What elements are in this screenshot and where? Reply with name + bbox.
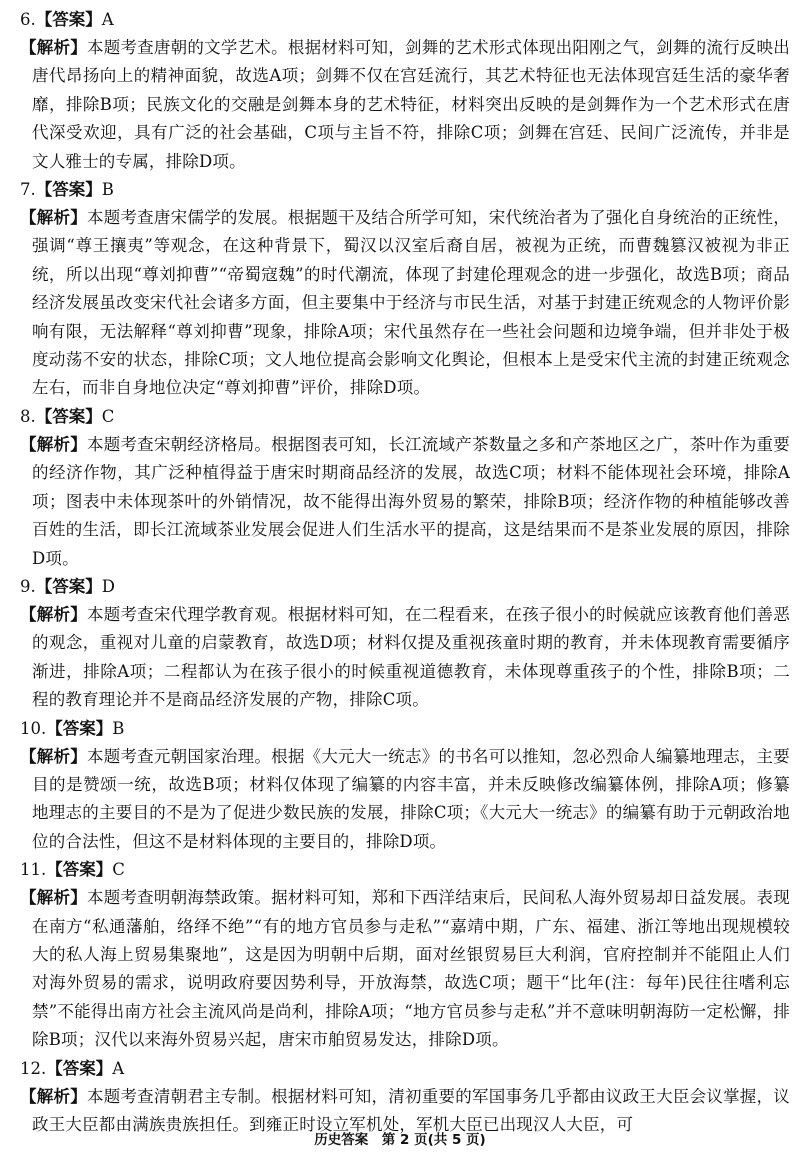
answer-line	[20, 1055, 790, 1083]
answer-content	[20, 6, 790, 1139]
question-number: 8.	[20, 406, 36, 426]
answer-value: C	[101, 406, 115, 426]
question-block	[20, 6, 790, 176]
analysis-text: 本题考查宋朝经济格局。根据图表可知，长江流域产茶数量之多和产茶地区之广，茶叶作为重要的经济作物，其广泛种植得益于唐宋时期商品经济的发展，故选C项；材料不能体现社会环境，排除A项；图表中未体现茶叶的外销情况，故不能得出海外贸易的繁荣，排除B项；经济作物的种植能够改善百姓的生活，即长江流域茶业发展会促进人们生活水平的提高，这是结果而不是茶业发展的原因，排除D项。	[32, 434, 790, 568]
analysis-tag: 【解析】	[20, 208, 87, 228]
analysis-tag: 【解析】	[20, 604, 87, 624]
question-number: 10.	[20, 718, 47, 738]
answer-line	[20, 573, 790, 601]
analysis-tag: 【解析】	[20, 38, 87, 57]
answer-value: B	[101, 180, 114, 200]
answer-value: A	[101, 10, 114, 29]
analysis-paragraph	[20, 431, 790, 573]
answer-value: C	[112, 860, 125, 880]
analysis-paragraph	[20, 743, 790, 857]
question-block	[20, 176, 790, 403]
answer-line	[20, 6, 790, 34]
answer-tag: 【答案】	[46, 1058, 113, 1078]
analysis-paragraph	[20, 601, 790, 715]
question-block	[20, 715, 790, 857]
analysis-text: 本题考查明朝海禁政策。据材料可知，郑和下西洋结束后，民间私人海外贸易却日益发展。表现在南方“私通藩舶，络绎不绝”“有的地方官员参与走私”“嘉靖中期，广东、福建、浙江等地出现规模较大的私人海上贸易集聚地”，这是因为明朝中后期，面对丝银贸易巨大利润，官府控制并不能阻止人们对海外贸易的需求，说明政府要因势利导，开放海禁，故选C项；题干“比年(注：每年)民往往嗜利忘禁”不能得出南方社会主流风尚是尚利，排除A项；“地方官员参与走私”并不意味明朝海防一定松懈，排除B项；汉代以来海外贸易兴起，唐宋市舶贸易发达，排除D项。	[32, 888, 790, 1050]
analysis-text: 本题考查宋代理学教育观。根据材料可知，在二程看来，在孩子很小的时候就应该教育他们善恶的观念，重视对儿童的启蒙教育，故选D项；材料仅提及重视孩童时期的教育，并未体现教育需要循序渐进，排除A项；二程都认为在孩子很小的时候重视道德教育，未体现尊重孩子的个性，排除B项；二程的教育理论并不是商品经济发展的产物，排除C项。	[32, 604, 790, 710]
answer-line	[20, 715, 790, 743]
question-block	[20, 856, 790, 1054]
question-number: 11.	[20, 860, 47, 880]
analysis-paragraph	[20, 204, 790, 403]
page-footer: 历史答案 第 2 页(共 5 页)	[314, 1132, 486, 1148]
answer-tag: 【答案】	[46, 860, 113, 880]
answer-line	[20, 403, 790, 431]
analysis-text: 本题考查元朝国家治理。根据《大元大一统志》的书名可以推知，忽必烈命人编纂地理志，主要目的是赞颂一统，故选B项；材料仅体现了编纂的内容丰富，并未反映修改编纂体例，排除A项；修纂地理志的主要目的不是为了促进少数民族的发展，排除C项；《大元大一统志》的编纂有助于元朝政治地位的合法性，但这不是材料体现的主要目的，排除D项。	[32, 746, 790, 851]
question-number: 12.	[20, 1058, 47, 1078]
answer-value: D	[101, 576, 115, 596]
question-number: 6.	[20, 10, 36, 29]
analysis-paragraph	[20, 34, 790, 176]
answer-tag: 【答案】	[35, 576, 102, 596]
question-block	[20, 403, 790, 573]
analysis-tag: 【解析】	[20, 746, 87, 766]
analysis-tag: 【解析】	[20, 1086, 87, 1106]
question-number: 9.	[20, 576, 36, 596]
analysis-tag: 【解析】	[20, 888, 87, 908]
question-block	[20, 573, 790, 715]
answer-tag: 【答案】	[46, 718, 113, 738]
answer-value: A	[112, 1058, 125, 1078]
answer-tag: 【答案】	[35, 406, 102, 426]
analysis-text: 本题考查清朝君主专制。根据材料可知，清初重要的军国事务几乎都由议政王大臣会议掌握，议政王大臣都由满族贵族担任。到雍正时设立军机处，军机大臣已出现汉人大臣，可	[32, 1086, 790, 1134]
analysis-text: 本题考查唐宋儒学的发展。根据题干及结合所学可知，宋代统治者为了强化自身统治的正统性，强调“尊王攘夷”等观念，在这种背景下，蜀汉以汉室后裔自居，被视为正统，而曹魏篡汉被视为非正统，所以出现“尊刘抑曹”“帝蜀寇魏”的时代潮流，体现了封建伦理观念的进一步强化，故选B项；商品经济发展虽改变宋代社会诸多方面，但主要集中于经济与市民生活，对基于封建正统观念的人物评价影响有限，无法解释“尊刘抑曹”现象，排除A项；宋代虽然存在一些社会问题和边境争端，但并非处于极度动荡不安的状态，排除C项；文人地位提高会影响文化舆论，但根本上是受宋代主流的封建正统观念左右，而非自身地位决定“尊刘抑曹”评价，排除D项。	[32, 208, 790, 398]
answer-tag: 【答案】	[35, 10, 102, 29]
question-block	[20, 1055, 790, 1140]
answer-line	[20, 176, 790, 204]
analysis-tag: 【解析】	[20, 434, 87, 454]
answer-tag: 【答案】	[35, 180, 102, 200]
question-number: 7.	[20, 180, 36, 200]
analysis-text: 本题考查唐朝的文学艺术。根据材料可知，剑舞的艺术形式体现出阳刚之气，剑舞的流行反映出唐代昂扬向上的精神面貌，故选A项；剑舞不仅在宫廷流行，其艺术特征也无法体现宫廷生活的豪华奢靡，排除B项；民族文化的交融是剑舞本身的艺术特征，材料突出反映的是剑舞作为一个艺术形式在唐代深受欢迎，具有广泛的社会基础，C项与主旨不符，排除C项；剑舞在宫廷、民间广泛流传，并非是文人雅士的专属，排除D项。	[32, 38, 790, 171]
answer-value: B	[112, 718, 125, 738]
analysis-paragraph	[20, 884, 790, 1054]
answer-line	[20, 856, 790, 884]
